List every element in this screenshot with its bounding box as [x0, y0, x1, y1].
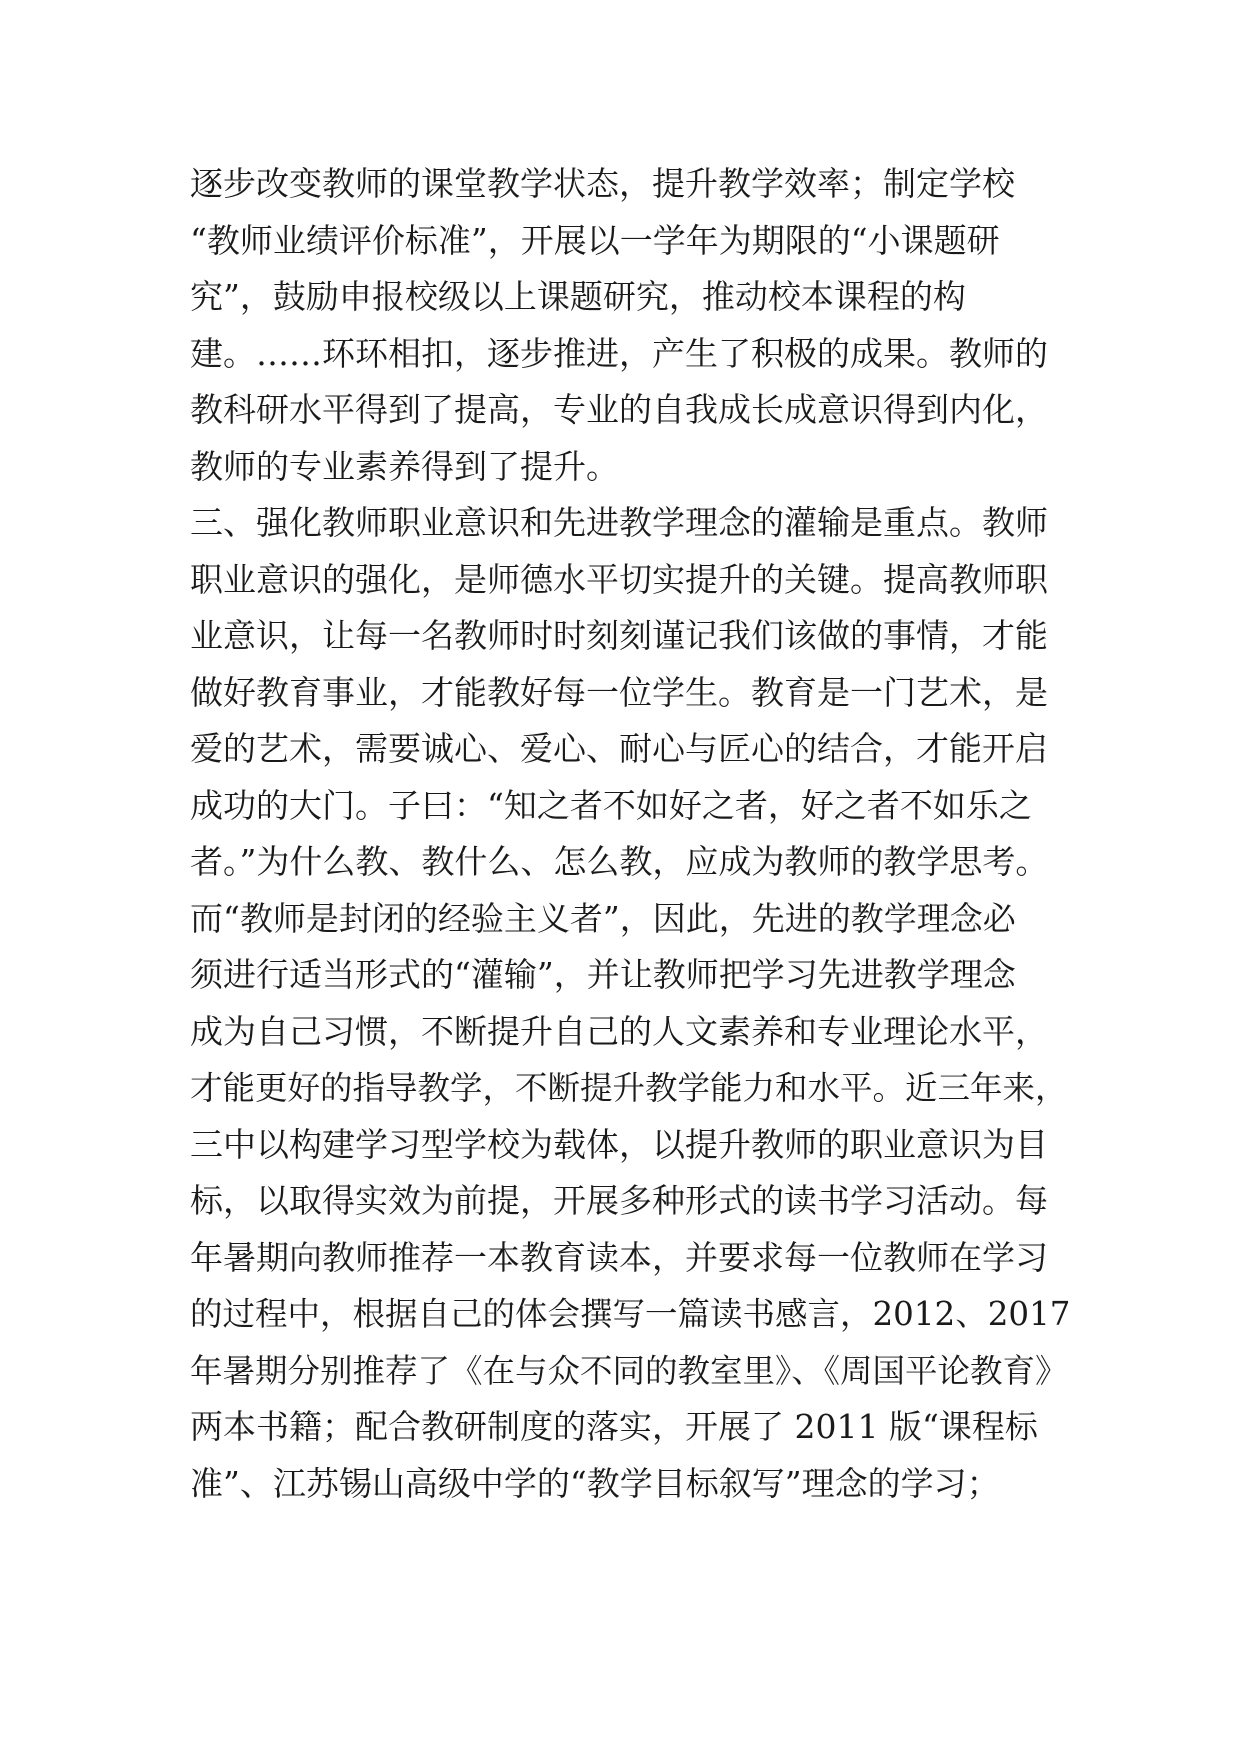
body-text — [190, 156, 1070, 1512]
text-line-13: 者。”为什么教、教什么、怎么教，应成为教师的教学思考。 — [190, 842, 1049, 881]
text-line-7: 三、强化教师职业意识和先进教学理念的灌输是重点。教师 — [190, 503, 1048, 542]
text-line-4: 建。……环环相扣，逐步推进，产生了积极的成果。教师的 — [190, 333, 1048, 373]
text-line-20: 年暑期向教师推荐一本教育读本，并要求每一位教师在学习 — [190, 1237, 1048, 1277]
text-line-16: 成为自己习惯，不断提升自己的人文素养和专业理论水平， — [190, 1011, 1048, 1051]
text-line-3: 究”，鼓励申报校级以上课题研究，推动校本课程的构 — [190, 277, 966, 316]
text-line-15: 须进行适当形式的“灌输”，并让教师把学习先进教学理念 — [190, 955, 1016, 994]
text-line-23: 两本书籍；配合教研制度的落实，开展了 2011 版“课程标 — [190, 1407, 1038, 1446]
text-line-5: 教科研水平得到了提高，专业的自我成长成意识得到内化， — [190, 390, 1048, 429]
text-line-17: 才能更好的指导教学，不断提升教学能力和水平。近三年来， — [190, 1069, 1068, 1107]
text-line-1: 逐步改变教师的课堂教学状态，提升教学效率；制定学校 — [190, 164, 1015, 203]
text-line-2: “教师业绩评价标准”，开展以一学年为期限的“小课题研 — [190, 220, 1000, 260]
text-line-14: 而“教师是封闭的经验主义者”，因此，先进的教学理念必 — [190, 898, 1016, 938]
text-line-8: 职业意识的强化，是师德水平切实提升的关键。提高教师职 — [190, 559, 1048, 599]
text-line-22: 年暑期分别推荐了《在与众不同的教室里》、《周国平论教育》 — [190, 1351, 1068, 1390]
text-line-24: 准”、江苏锡山高级中学的“教学目标叙写”理念的学习； — [190, 1463, 1000, 1503]
text-line-12: 成功的大门。子曰：“知之者不如好之者，好之者不如乐之 — [190, 785, 1032, 825]
text-line-10: 做好教育事业，才能教好每一位学生。教育是一门艺术，是 — [190, 672, 1048, 712]
text-line-9: 业意识，让每一名教师时时刻刻谨记我们该做的事情，才能 — [190, 616, 1048, 655]
text-line-18: 三中以构建学习型学校为载体，以提升教师的职业意识为目 — [190, 1124, 1048, 1164]
text-line-6: 教师的专业素养得到了提升。 — [190, 446, 619, 486]
text-line-19: 标，以取得实效为前提，开展多种形式的读书学习活动。每 — [190, 1181, 1048, 1220]
text-line-21: 的过程中，根据自己的体会撰写一篇读书感言，2012、2017 — [190, 1295, 1070, 1333]
text-line-11: 爱的艺术，需要诚心、爱心、耐心与匠心的结合，才能开启 — [190, 729, 1048, 768]
